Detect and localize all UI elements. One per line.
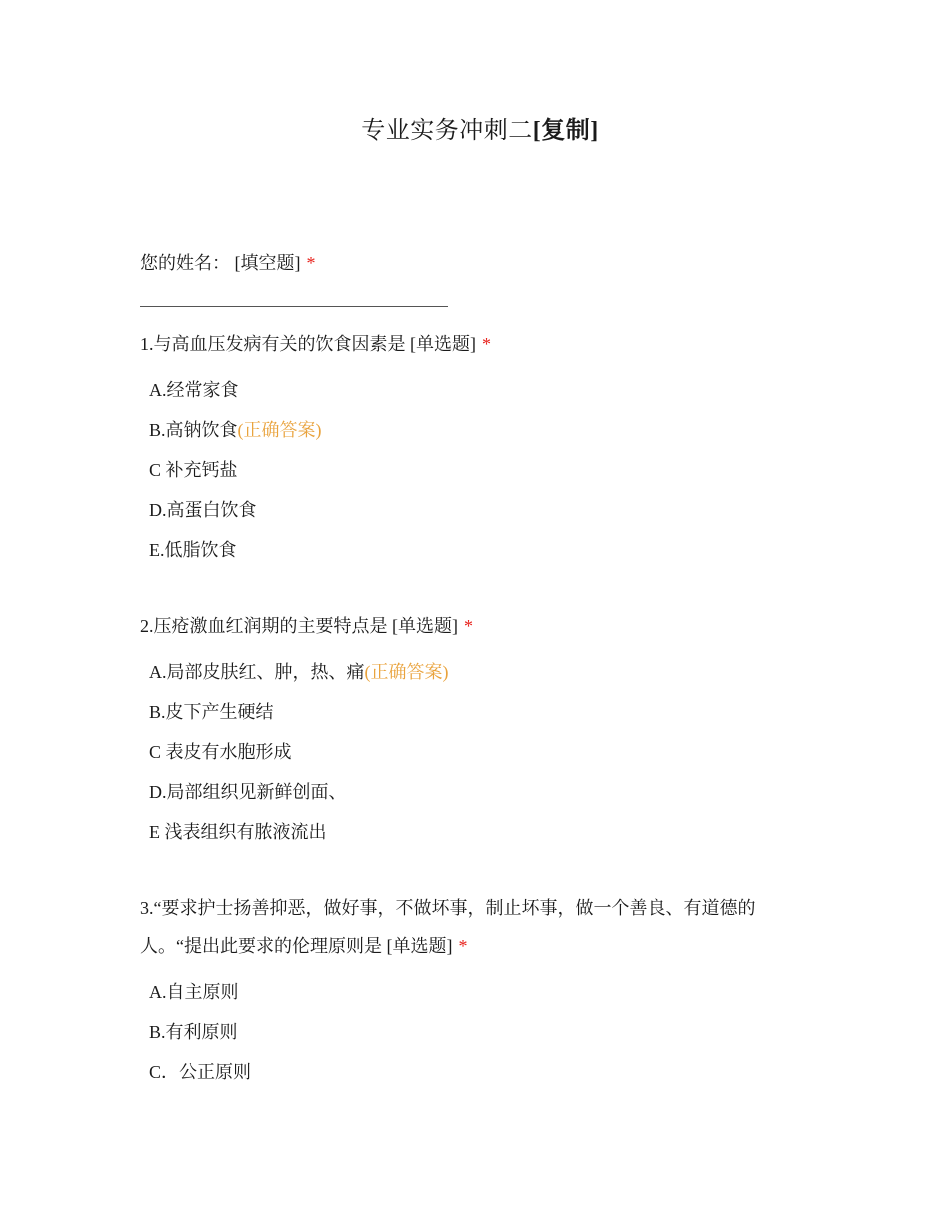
q3-option-c[interactable]: C．公正原则	[149, 1062, 252, 1082]
required-mark: *	[482, 334, 491, 354]
question-1	[140, 325, 800, 363]
q1-option-a[interactable]: A.经常家食	[149, 380, 239, 400]
q1-option-c[interactable]: C 补充钙盐	[149, 460, 238, 480]
q1-option-d[interactable]: D.高蛋白饮食	[149, 500, 257, 520]
q2-option-d[interactable]: D.局部组织见新鲜创面、	[149, 782, 347, 802]
q3-option-b[interactable]: B.有利原则	[149, 1022, 238, 1042]
name-question-type: [填空题]	[234, 253, 301, 273]
page-title	[0, 110, 950, 145]
name-label: 您的姓名：	[140, 253, 230, 273]
question-3-text: 3.“要求护士扬善抑恶，做好事，不做坏事，制止坏事，做一个善良、有道德的人。“提出此要求的伦理原则是	[140, 898, 756, 956]
question-1-type: [单选题]	[410, 334, 476, 354]
question-2-type: [单选题]	[392, 616, 458, 636]
q3-option-a[interactable]: A.自主原则	[149, 982, 239, 1002]
q2-option-e[interactable]: E 浅表组织有脓液流出	[149, 822, 327, 842]
q2-option-b[interactable]: B.皮下产生硬结	[149, 702, 274, 722]
name-question	[140, 244, 800, 282]
question-2-text: 2.压疮激血红润期的主要特点是	[140, 616, 388, 636]
required-mark: *	[306, 253, 316, 273]
title-main: 专业实务冲刺二	[361, 118, 533, 144]
question-3	[140, 889, 790, 965]
title-suffix: [复制]	[532, 118, 599, 144]
correct-answer-tag: (正确答案)	[364, 662, 449, 682]
question-1-text: 1.与高血压发病有关的饮食因素是	[140, 334, 406, 354]
q1-option-e[interactable]: E.低脂饮食	[149, 540, 237, 560]
required-mark: *	[464, 616, 473, 636]
q2-option-c[interactable]: C 表皮有水胞形成	[149, 742, 292, 762]
question-3-type: [单选题]	[386, 936, 453, 956]
question-2	[140, 607, 800, 645]
name-input-line[interactable]	[140, 306, 448, 307]
required-mark: *	[458, 936, 468, 956]
q2-option-a[interactable]: A.局部皮肤红、肿，热、痛(正确答案)	[149, 662, 449, 682]
correct-answer-tag: (正确答案)	[237, 420, 322, 440]
q1-option-b[interactable]: B.高钠饮食(正确答案)	[149, 420, 322, 440]
